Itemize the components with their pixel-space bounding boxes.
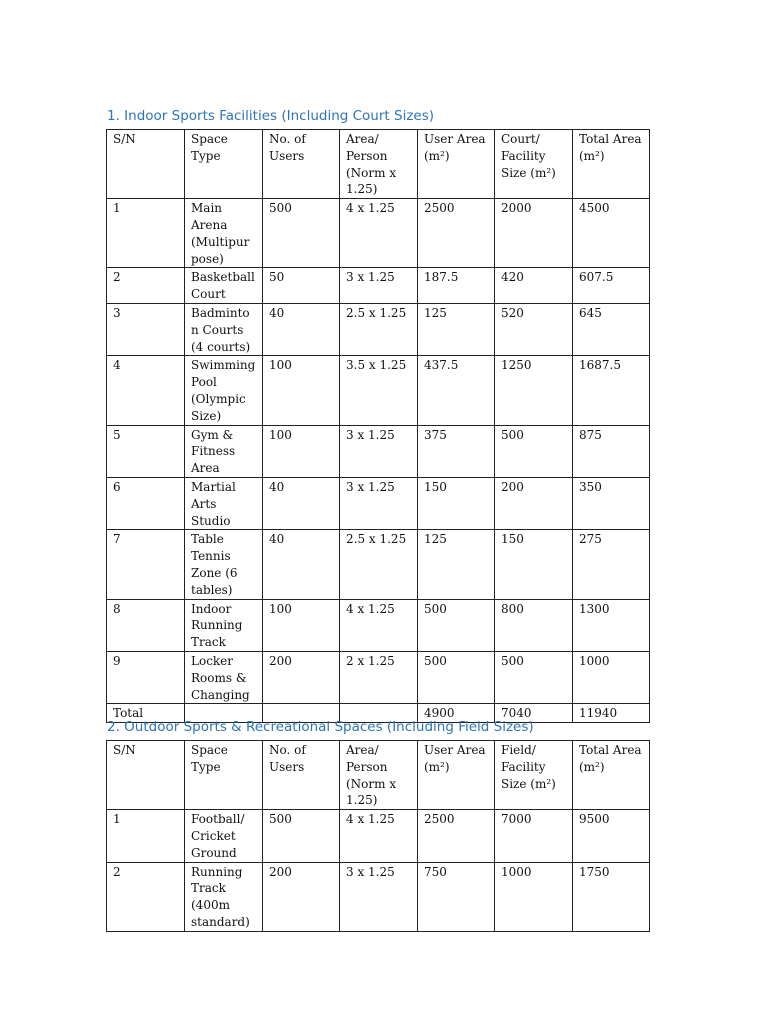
table-cell: 100	[263, 425, 340, 477]
table-cell: 7000	[495, 810, 573, 862]
table-row	[107, 268, 650, 304]
column-header: Space Type	[185, 741, 263, 810]
column-header: Total Area (m²)	[573, 130, 650, 199]
table-row	[107, 862, 650, 931]
table-row	[107, 303, 650, 355]
table-cell: 200	[263, 862, 340, 931]
table-cell: Badminto n Courts (4 courts)	[185, 303, 263, 355]
table-cell: Running Track (400m standard)	[185, 862, 263, 931]
table-cell: 2.5 x 1.25	[340, 530, 418, 599]
table-cell: 1	[107, 199, 185, 268]
table-cell: 350	[573, 477, 650, 529]
column-header: User Area (m²)	[418, 130, 495, 199]
table-cell: 500	[495, 425, 573, 477]
table-row	[107, 356, 650, 425]
table-cell: 150	[418, 477, 495, 529]
table-cell: 437.5	[418, 356, 495, 425]
table-cell: 40	[263, 530, 340, 599]
column-header: User Area (m²)	[418, 741, 495, 810]
table-cell: 520	[495, 303, 573, 355]
table-cell: 100	[263, 599, 340, 651]
table-cell: 375	[418, 425, 495, 477]
table-row	[107, 425, 650, 477]
table-cell: Locker Rooms & Changing	[185, 651, 263, 703]
table-cell: 4	[107, 356, 185, 425]
outdoor-spaces-table	[106, 740, 650, 932]
table-cell: Martial Arts Studio	[185, 477, 263, 529]
section-1-title: 1. Indoor Sports Facilities (Including Court Sizes)	[107, 108, 435, 124]
table-row	[107, 810, 650, 862]
table-cell: 40	[263, 477, 340, 529]
table-cell: 7040	[495, 704, 573, 723]
table-cell: 4 x 1.25	[340, 199, 418, 268]
table-cell: 2	[107, 862, 185, 931]
column-header: Total Area (m²)	[573, 741, 650, 810]
table-cell: 11940	[573, 704, 650, 723]
table-cell: 9	[107, 651, 185, 703]
table-cell: Total	[107, 704, 185, 723]
table-cell: 3 x 1.25	[340, 862, 418, 931]
table-cell: Indoor Running Track	[185, 599, 263, 651]
table-cell: 500	[418, 651, 495, 703]
table-cell: Gym & Fitness Area	[185, 425, 263, 477]
table-cell: 4900	[418, 704, 495, 723]
table-cell: 200	[263, 651, 340, 703]
indoor-facilities-table	[106, 129, 650, 723]
table-cell: 1000	[573, 651, 650, 703]
table-cell: 100	[263, 356, 340, 425]
table-cell: 50	[263, 268, 340, 304]
table-cell: 125	[418, 303, 495, 355]
column-header: S/N	[107, 130, 185, 199]
table-cell: Table Tennis Zone (6 tables)	[185, 530, 263, 599]
header-row	[107, 741, 650, 810]
column-header: Area/ Person (Norm x 1.25)	[340, 741, 418, 810]
table-cell: Football/ Cricket Ground	[185, 810, 263, 862]
column-header: No. of Users	[263, 741, 340, 810]
table-cell: 420	[495, 268, 573, 304]
table-row	[107, 599, 650, 651]
table-cell: 1687.5	[573, 356, 650, 425]
table-cell: 750	[418, 862, 495, 931]
table-cell: 9500	[573, 810, 650, 862]
table-cell: 150	[495, 530, 573, 599]
table-cell: 500	[495, 651, 573, 703]
column-header: S/N	[107, 741, 185, 810]
table-cell: 4 x 1.25	[340, 810, 418, 862]
table-cell: 800	[495, 599, 573, 651]
table-cell: 187.5	[418, 268, 495, 304]
table-cell: 40	[263, 303, 340, 355]
table-cell: 6	[107, 477, 185, 529]
table-cell: 500	[418, 599, 495, 651]
table-cell: 1750	[573, 862, 650, 931]
column-header: Field/ Facility Size (m²)	[495, 741, 573, 810]
table-cell: 500	[263, 810, 340, 862]
table-cell: 3 x 1.25	[340, 425, 418, 477]
column-header: Area/ Person (Norm x 1.25)	[340, 130, 418, 199]
table-cell: 3 x 1.25	[340, 477, 418, 529]
table-cell: Main Arena (Multipur pose)	[185, 199, 263, 268]
table-row	[107, 530, 650, 599]
table-cell: 4500	[573, 199, 650, 268]
table-cell: Basketball Court	[185, 268, 263, 304]
table-cell: 7	[107, 530, 185, 599]
table-row	[107, 651, 650, 703]
table-cell: Swimming Pool (Olympic Size)	[185, 356, 263, 425]
table-cell: 1000	[495, 862, 573, 931]
table-cell: 2500	[418, 810, 495, 862]
table-cell: 125	[418, 530, 495, 599]
table-cell: 2 x 1.25	[340, 651, 418, 703]
table-cell: 2.5 x 1.25	[340, 303, 418, 355]
table-cell: 275	[573, 530, 650, 599]
column-header: Space Type	[185, 130, 263, 199]
table-cell: 8	[107, 599, 185, 651]
table-cell: 1300	[573, 599, 650, 651]
table-cell: 3.5 x 1.25	[340, 356, 418, 425]
table-cell: 1	[107, 810, 185, 862]
table-cell: 2000	[495, 199, 573, 268]
table-cell: 3	[107, 303, 185, 355]
table-cell: 875	[573, 425, 650, 477]
table-cell: 500	[263, 199, 340, 268]
table-row	[107, 477, 650, 529]
column-header: No. of Users	[263, 130, 340, 199]
table-cell: 645	[573, 303, 650, 355]
table-cell: 607.5	[573, 268, 650, 304]
table-row	[107, 199, 650, 268]
table-cell: 5	[107, 425, 185, 477]
table-cell: 2	[107, 268, 185, 304]
table-cell: 4 x 1.25	[340, 599, 418, 651]
table-cell: 2500	[418, 199, 495, 268]
column-header: Court/ Facility Size (m²)	[495, 130, 573, 199]
table-cell: 200	[495, 477, 573, 529]
table-cell: 3 x 1.25	[340, 268, 418, 304]
table-cell: 1250	[495, 356, 573, 425]
header-row	[107, 130, 650, 199]
section-2-title: 2. Outdoor Sports & Recreational Spaces (Including Field Sizes)	[107, 719, 534, 735]
